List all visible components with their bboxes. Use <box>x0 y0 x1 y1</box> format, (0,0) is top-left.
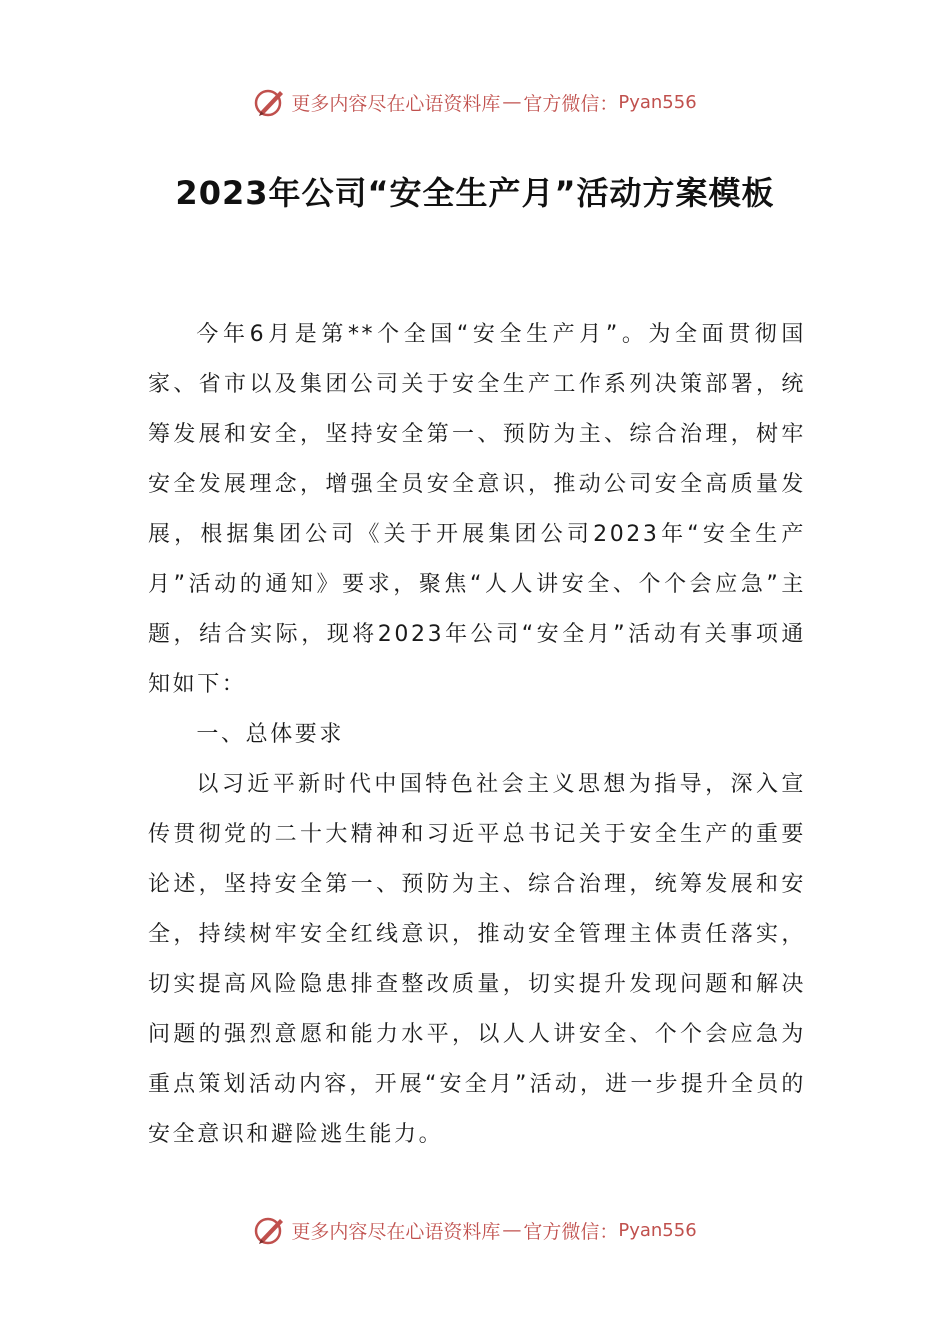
watermark-wechat-id: Pyan556 <box>618 1219 697 1241</box>
document-title: 2023年公司“安全生产月”活动方案模板 <box>175 174 775 212</box>
intro-paragraph: 今年6月是第**个全国“安全生产月”。为全面贯彻国家、省市以及集团公司关于安全生产工作系列决策部署，统筹发展和安全，坚持安全第一、预防为主、综合治理，树牢安全发展理念，增强全员安全意识，推动公司安全高质量发展，根据集团公司《关于开展集团公司2023年“安全生产月”活动的通知》要求，聚焦“人人讲安全、个个会应急”主题，结合实际，现将2023年公司“安全月”活动有关事项通知如下： <box>148 322 806 697</box>
watermark-text: 更多内容尽在心语资料库 <box>291 92 501 115</box>
section-heading: 一、总体要求 <box>196 722 344 747</box>
watermark-label: 官方微信： <box>523 92 619 115</box>
footer-watermark <box>0 1210 950 1250</box>
watermark-separator: — <box>502 91 522 113</box>
watermark-label: 官方微信： <box>523 1220 619 1243</box>
watermark-text: 更多内容尽在心语资料库 <box>291 1220 501 1243</box>
section-paragraph: 以习近平新时代中国特色社会主义思想为指导，深入宣传贯彻党的二十大精神和习近平总书记关于安全生产的重要论述，坚持安全第一、预防为主、综合治理，统筹发展和安全，持续树牢安全红线意识，推动安全管理主体责任落实，切实提高风险隐患排查整改质量，切实提升发现问题和解决问题的强烈意愿和能力水平，以人人讲安全、个个会应急为重点策划活动内容，开展“安全月”活动，进一步提升全员的安全意识和避险逃生能力。 <box>148 772 806 1147</box>
header-watermark <box>0 82 950 122</box>
pen-logo-icon <box>253 1213 287 1247</box>
document-body <box>148 310 806 1160</box>
pen-logo-icon <box>253 85 287 119</box>
watermark-separator: — <box>502 1219 522 1241</box>
watermark-wechat-id: Pyan556 <box>618 91 697 113</box>
